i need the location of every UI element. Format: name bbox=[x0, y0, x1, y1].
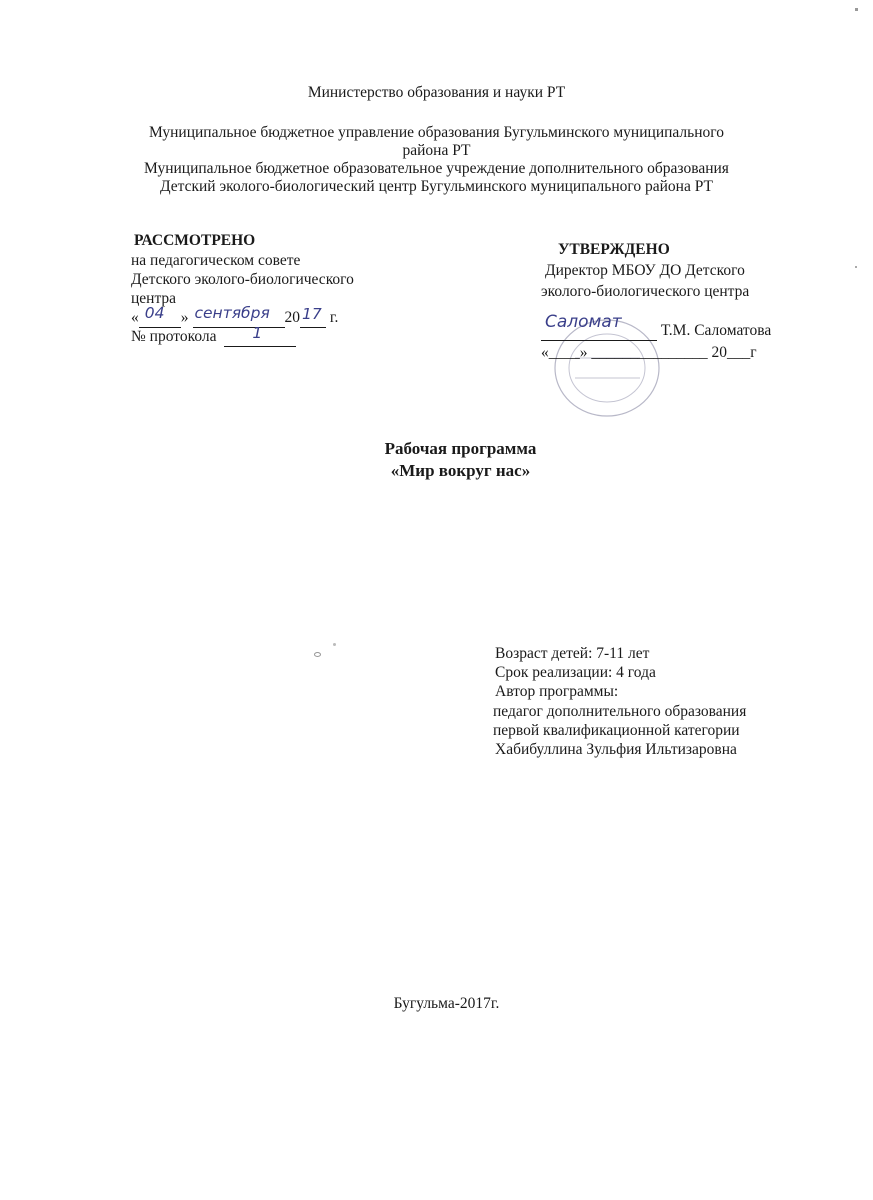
date-day-field bbox=[139, 304, 181, 328]
institution-line-1: Муниципальное бюджетное образовательное учреждение дополнительного образования bbox=[144, 160, 729, 177]
signature-field bbox=[541, 312, 657, 341]
implementation-term: Срок реализации: 4 года bbox=[495, 664, 656, 681]
program-title-line-2: «Мир вокруг нас» bbox=[390, 461, 531, 480]
scan-speck bbox=[333, 643, 336, 646]
scan-speck bbox=[314, 652, 321, 657]
date-close-quote: » bbox=[180, 309, 189, 326]
date-day-handwriting: 04 bbox=[144, 304, 165, 322]
department-line-2: района РТ bbox=[402, 142, 471, 159]
reviewed-line-1: на педагогическом совете bbox=[131, 252, 301, 269]
date-suffix: г. bbox=[326, 309, 339, 326]
date-month-field bbox=[193, 304, 285, 328]
approved-line-2: эколого-биологического центра bbox=[541, 283, 750, 300]
children-age: Возраст детей: 7-11 лет bbox=[495, 645, 650, 662]
author-label: Автор программы: bbox=[495, 683, 619, 700]
institution-line-2: Детский эколого-биологический центр Бугульминского муниципального района РТ bbox=[159, 178, 713, 195]
ministry-line: Министерство образования и науки РТ bbox=[307, 84, 566, 101]
date-year-prefix: 20 bbox=[284, 309, 300, 326]
author-role-1: педагог дополнительного образования bbox=[493, 703, 747, 720]
program-title-line-1: Рабочая программа bbox=[384, 439, 537, 458]
date-open-quote: « bbox=[131, 309, 139, 326]
scan-speck bbox=[855, 266, 857, 268]
reviewed-line-3: центра bbox=[131, 290, 177, 307]
approved-line-1: Директор МБОУ ДО Детского bbox=[545, 262, 745, 279]
protocol-line bbox=[131, 324, 296, 347]
protocol-label: № протокола bbox=[131, 328, 217, 345]
approved-date-line: «____» _______________ 20___г bbox=[541, 344, 757, 361]
author-role-2: первой квалификационной категории bbox=[493, 722, 740, 739]
signature-line bbox=[541, 312, 772, 341]
date-year-handwriting: 17 bbox=[302, 305, 322, 323]
reviewed-date bbox=[131, 304, 339, 328]
protocol-number-field bbox=[224, 324, 296, 347]
reviewed-heading: РАССМОТРЕНО bbox=[134, 232, 256, 249]
scan-speck bbox=[855, 8, 858, 11]
city-year: Бугульма-2017г. bbox=[393, 995, 500, 1012]
director-signature: Саломат bbox=[545, 312, 622, 332]
approved-heading: УТВЕРЖДЕНО bbox=[558, 241, 670, 258]
department-line-1: Муниципальное бюджетное управление образования Бугульминского муниципального bbox=[148, 124, 724, 141]
date-year-field bbox=[300, 305, 326, 328]
author-name: Хабибуллина Зульфия Ильтизаровна bbox=[495, 741, 737, 758]
protocol-number-handwriting: 1 bbox=[252, 324, 263, 342]
date-month-handwriting: сентября bbox=[194, 304, 270, 322]
reviewed-line-2: Детского эколого-биологического bbox=[131, 271, 354, 288]
signatory-name: Т.М. Саломатова bbox=[660, 322, 772, 339]
